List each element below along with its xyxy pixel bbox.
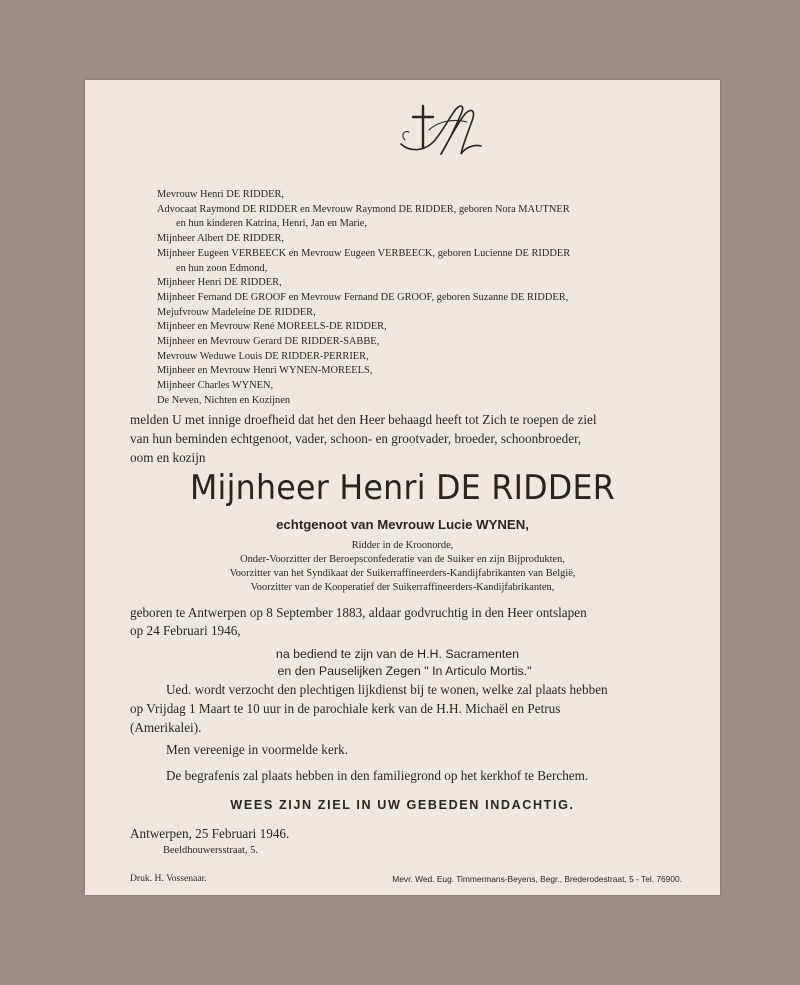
funeral-card [85, 80, 720, 895]
announcement-paragraph [130, 410, 675, 467]
announcement-line: melden U met innige droefheid dat het den Heer behaagd heeft tot Zich te roepen de ziel [130, 412, 597, 427]
announcement-line: oom en kozijn [130, 450, 206, 465]
title-line: Voorzitter van het Syndikaat der Suikerraffineerders-Kandijfabrikanten van België, [229, 568, 576, 579]
birth-death-paragraph [130, 604, 675, 640]
family-line: Mejufvrouw Madeleine DE RIDDER, [157, 306, 316, 318]
announcement-line: van hun beminden echtgenoot, vader, schoon- en grootvader, broeder, schoonbroeder, [130, 431, 582, 446]
family-list [157, 188, 697, 409]
family-line: Mijnheer Albert DE RIDDER, [157, 233, 284, 245]
family-line: Mijnheer en Mevrouw Gerard DE RIDDER-SABBE, [157, 336, 380, 348]
birth-death-line: geboren te Antwerpen op 8 September 1883, aldaar godvruchtig in den Heer ontslapen [130, 605, 587, 620]
title-line: Voorzitter van de Kooperatief der Suikerraffineerders-Kandijfabrikanten, [250, 582, 555, 593]
funeral-invite-line: Ued. wordt verzocht den plechtigen lijkdienst bij te wonen, welke zal plaats hebben [166, 682, 608, 697]
family-line: Mijnheer Eugeen VERBEECK en Mevrouw Eugeen VERBEECK, geboren Lucienne DE RIDDER [157, 247, 571, 259]
family-line: Mijnheer en Mevrouw René MOREELS-DE RIDDER, [157, 321, 387, 333]
birth-death-line: op 24 Februari 1946, [130, 623, 241, 638]
funeral-invite-paragraph [130, 680, 675, 737]
family-line: Mijnheer en Mevrouw Henri WYNEN-MOREELS, [157, 365, 373, 377]
remembrance-line: WEES ZIJN ZIEL IN UW GEBEDEN INDACHTIG. [230, 798, 575, 812]
family-line: en hun zoon Edmond, [176, 262, 268, 274]
gathering-line: Men vereenige in voormelde kerk. [166, 742, 348, 757]
family-line: Mijnheer Charles WYNEN, [157, 380, 274, 392]
titles-list [85, 539, 720, 595]
family-line: Mijnheer Henri DE RIDDER, [157, 277, 282, 289]
place-date: Antwerpen, 25 Februari 1946. [130, 826, 290, 841]
burial-line: De begrafenis zal plaats hebben in den familiegrond op het kerkhof te Berchem. [166, 768, 589, 783]
family-line: en hun kinderen Katrina, Henri, Jan en Marie, [176, 218, 368, 230]
deceased-name: Mijnheer Henri DE RIDDER [189, 468, 616, 508]
spouse-line: echtgenoot van Mevrouw Lucie WYNEN, [276, 517, 529, 532]
undertaker-credit: Mevr. Wed. Eug. Timmermans-Beyens, Begr., Brederodestraat, 5 - Tel. 76900. [392, 874, 682, 884]
printer-credit: Druk. H. Vossenaar. [130, 873, 207, 884]
sacraments-line: en den Pauselijken Zegen " In Articulo Mortis." [277, 664, 532, 678]
family-line: Mevrouw Weduwe Louis DE RIDDER-PERRIER, [157, 350, 369, 362]
family-line: De Neven, Nichten en Kozijnen [157, 394, 291, 406]
cross-monogram-icon [395, 100, 490, 165]
family-line: Mijnheer Fernand DE GROOF en Mevrouw Fernand DE GROOF, geboren Suzanne DE RIDDER, [157, 291, 569, 303]
sacraments-block [85, 646, 720, 680]
family-line: Advocaat Raymond DE RIDDER en Mevrouw Raymond DE RIDDER, geboren Nora MAUTNER [157, 203, 570, 215]
family-line: Mevrouw Henri DE RIDDER, [157, 189, 284, 200]
street-address: Beeldhouwersstraat, 5. [163, 845, 258, 856]
title-line: Onder-Voorzitter der Beroepsconfederatie van de Suiker en zijn Bijprodukten, [240, 554, 565, 565]
funeral-invite-line: (Amerikalei). [130, 720, 202, 735]
funeral-invite-line: op Vrijdag 1 Maart te 10 uur in de parochiale kerk van de H.H. Michaël en Petrus [130, 701, 561, 716]
sacraments-line: na bediend te zijn van de H.H. Sacramenten [275, 647, 520, 661]
title-line: Ridder in de Kroonorde, [351, 540, 454, 551]
